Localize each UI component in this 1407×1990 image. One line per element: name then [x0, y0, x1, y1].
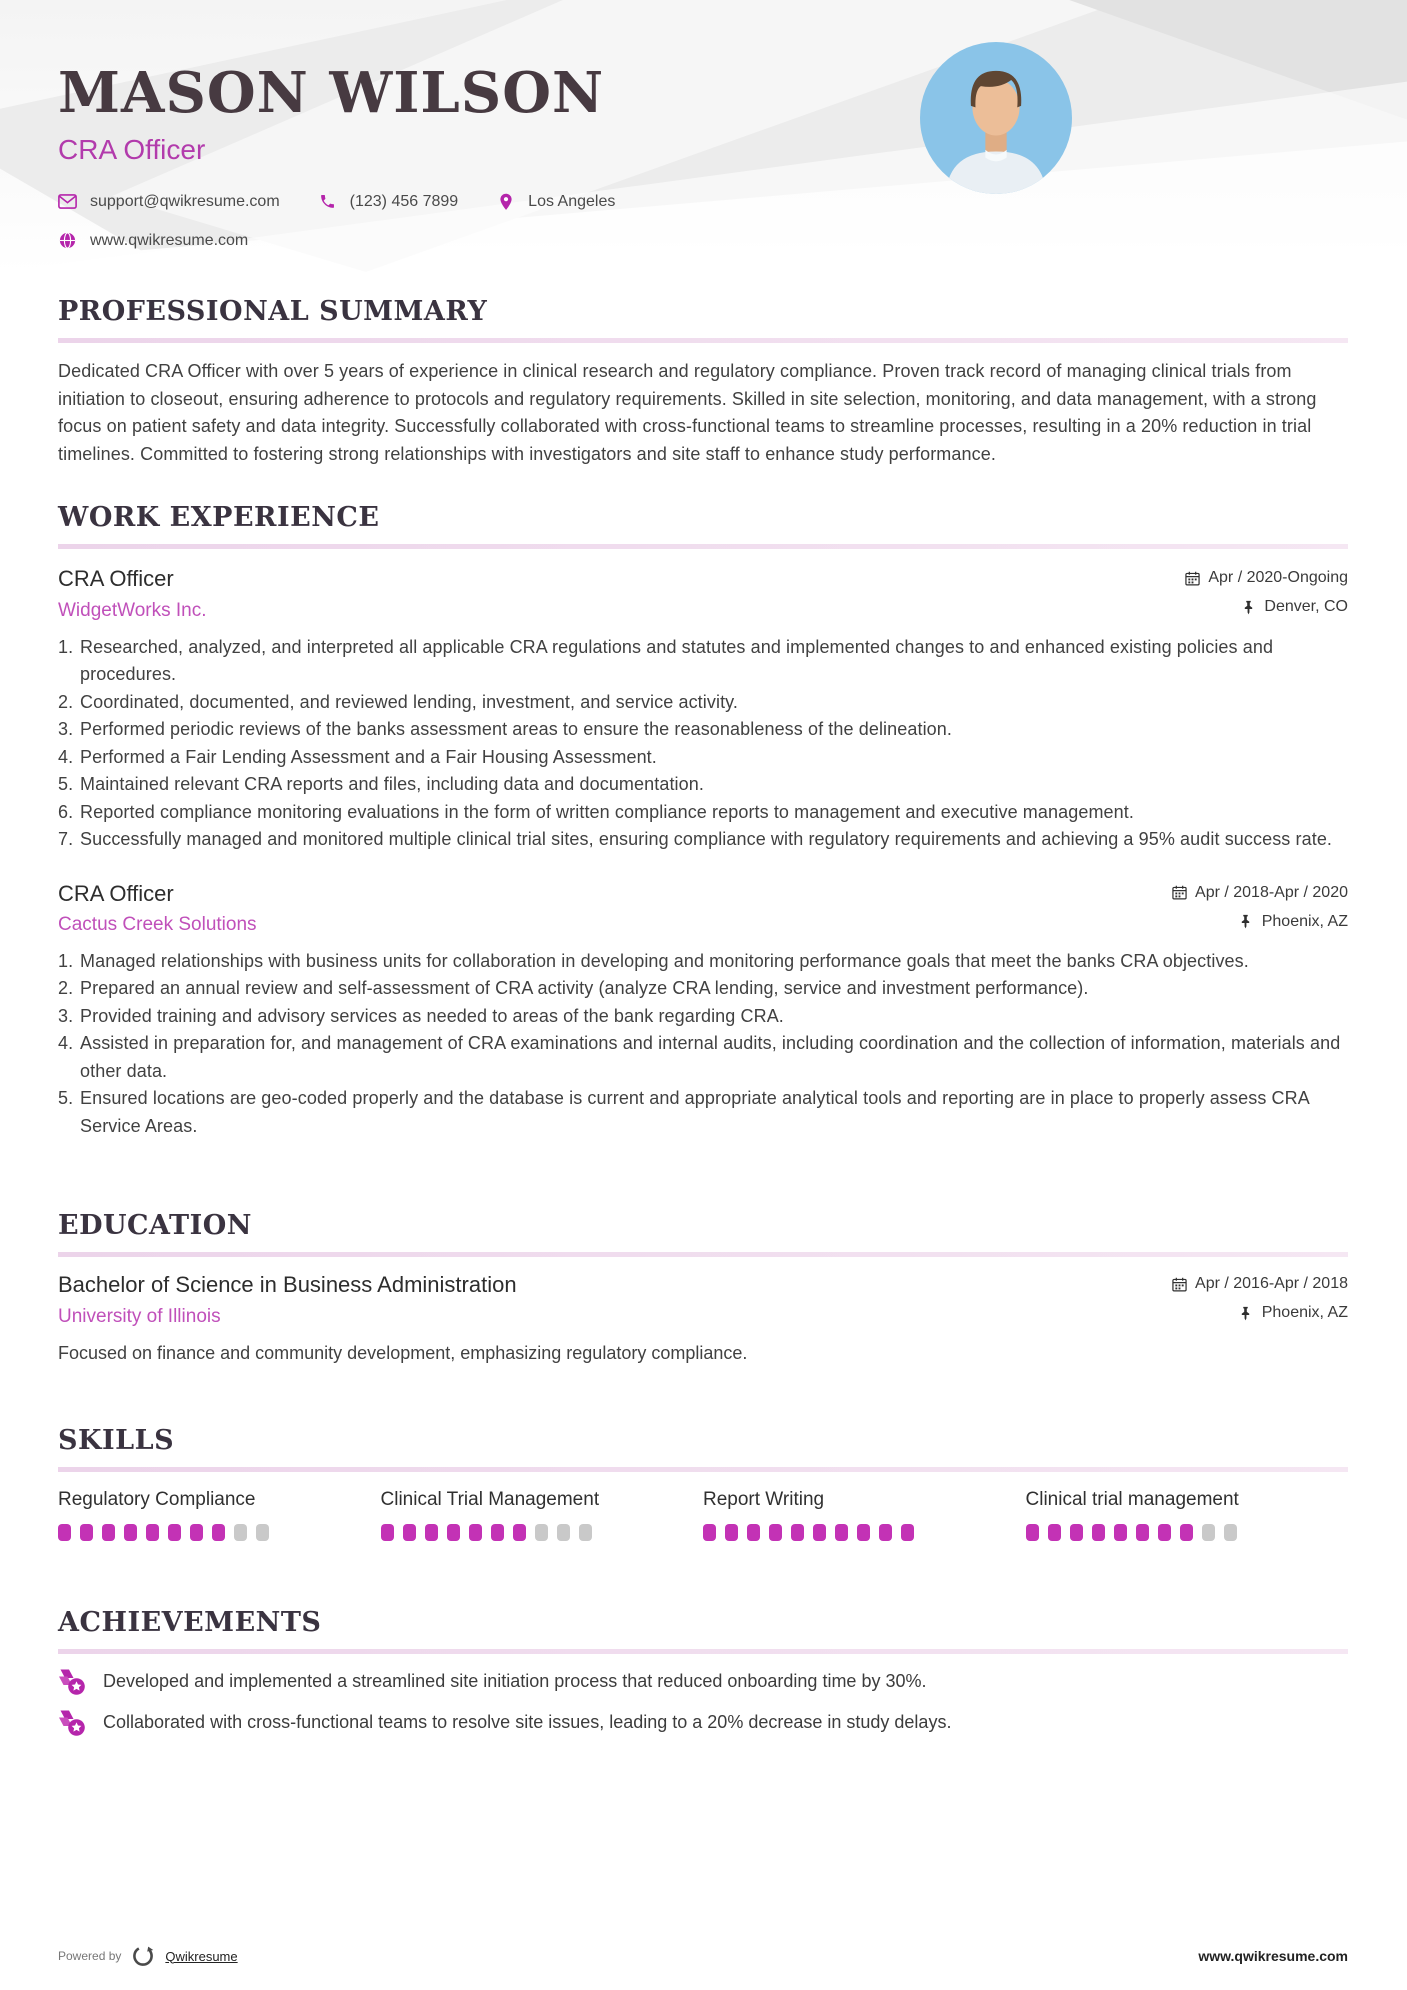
job-bullet: Coordinated, documented, and reviewed lending, investment, and service activity. [80, 691, 739, 712]
education-dates-text: Apr / 2016-Apr / 2018 [1195, 1275, 1348, 1293]
contact-location-text: Los Angeles [528, 192, 616, 210]
education-entry [58, 1272, 1348, 1365]
experience-heading: WORK EXPERIENCE [58, 502, 380, 534]
skill-dot-filled [124, 1524, 137, 1541]
job-entry [58, 881, 1348, 1141]
education-title-block [58, 1272, 517, 1328]
education-meta [1171, 1272, 1348, 1322]
section-achievements [58, 1607, 1348, 1737]
job-header [58, 566, 1348, 622]
job-bullet: Performed a Fair Lending Assessment and a Fair Housing Assessment. [80, 746, 657, 767]
skill-dot-filled [190, 1524, 203, 1541]
job-title-subtitle: CRA Officer [58, 133, 206, 165]
job-title: CRA Officer [58, 880, 174, 906]
job-location-text: Denver, CO [1264, 598, 1348, 616]
skill-dot-filled [1048, 1524, 1061, 1541]
skill-dot-empty [1202, 1524, 1215, 1541]
phone-icon [318, 192, 337, 211]
skill-dot-filled [791, 1524, 804, 1541]
skill-dot-filled [747, 1524, 760, 1541]
medal-icon [58, 1668, 86, 1696]
skill-dot-filled [425, 1524, 438, 1541]
skill-dot-filled [1180, 1524, 1193, 1541]
skills-heading: SKILLS [58, 1424, 175, 1456]
education-location-text: Phoenix, AZ [1261, 1304, 1348, 1322]
globe-icon [58, 231, 77, 250]
section-divider [58, 1252, 1348, 1257]
section-work-experience [58, 502, 1348, 1140]
skill-dot-filled [1092, 1524, 1105, 1541]
skill-rating-dots [381, 1524, 704, 1541]
job-bullet: Maintained relevant CRA reports and files, including data and documentation. [80, 774, 704, 795]
skill-dot-filled [1114, 1524, 1127, 1541]
skill-dot-filled [146, 1524, 159, 1541]
education-dates [1171, 1275, 1348, 1293]
job-dates-text: Apr / 2018-Apr / 2020 [1195, 883, 1348, 901]
skill-dot-filled [513, 1524, 526, 1541]
skill-name: Regulatory Compliance [58, 1489, 256, 1511]
job-bullet: Provided training and advisory services as needed to areas of the bank regarding CRA. [80, 1005, 784, 1026]
contact-phone[interactable] [318, 192, 459, 211]
job-location [1240, 598, 1348, 616]
job-bullet-list [58, 948, 1348, 1141]
job-dates [1184, 569, 1348, 587]
job-entry [58, 566, 1348, 853]
job-bullet: Reported compliance monitoring evaluations in the form of written compliance reports to management and executive management. [80, 801, 1134, 822]
qwikresume-logo-icon [131, 1944, 155, 1968]
skill-dot-filled [447, 1524, 460, 1541]
pushpin-icon [1238, 914, 1254, 930]
contact-website[interactable] [58, 231, 248, 250]
footer-website[interactable]: www.qwikresume.com [1198, 1948, 1348, 1964]
calendar-icon [1171, 1276, 1187, 1292]
section-skills [58, 1425, 1348, 1541]
skill-dot-filled [469, 1524, 482, 1541]
footer-branding [58, 1944, 238, 1968]
skill-dot-filled [1136, 1524, 1149, 1541]
pushpin-icon [1238, 1305, 1254, 1321]
calendar-icon [1171, 885, 1187, 901]
education-description: Focused on finance and community development, emphasizing regulatory compliance. [58, 1342, 748, 1363]
section-divider [58, 544, 1348, 549]
section-divider [58, 338, 1348, 343]
skill-item [58, 1489, 381, 1541]
qwikresume-link[interactable]: Qwikresume [165, 1948, 238, 1964]
job-header [58, 881, 1348, 937]
skill-dot-filled [769, 1524, 782, 1541]
section-professional-summary [58, 296, 1348, 468]
skill-item [1026, 1489, 1349, 1541]
location-pin-icon [496, 192, 515, 211]
skill-dot-filled [813, 1524, 826, 1541]
achievement-text: Collaborated with cross-functional teams to resolve site issues, leading to a 20% decrease in study delays. [103, 1712, 952, 1733]
job-bullet: Managed relationships with business units for collaboration in developing and monitoring performance goals that meet the banks CRA objectives. [80, 950, 1249, 971]
medal-icon [58, 1709, 86, 1737]
job-bullet-list [58, 634, 1348, 854]
job-bullet: Successfully managed and monitored multiple clinical trial sites, ensuring compliance with regulatory requirements and achieving a 95% audit success rate. [80, 829, 1333, 850]
education-heading: EDUCATION [58, 1210, 252, 1242]
skill-dot-filled [901, 1524, 914, 1541]
section-education [58, 1210, 1348, 1365]
job-bullet: Researched, analyzed, and interpreted all applicable CRA regulations and statutes and implemented changes to and enhanced existing policies and procedures. [80, 636, 1274, 685]
contact-location [496, 192, 615, 211]
powered-by-label: Powered by [58, 1949, 122, 1963]
contact-phone-text: (123) 456 7899 [349, 192, 459, 210]
job-title: CRA Officer [58, 566, 174, 592]
skill-dot-filled [168, 1524, 181, 1541]
contact-email[interactable] [58, 192, 280, 211]
section-divider [58, 1467, 1348, 1472]
job-title-block [58, 881, 257, 937]
profile-photo [920, 42, 1072, 194]
skill-dot-empty [1224, 1524, 1237, 1541]
avatar-image [920, 42, 1072, 194]
achievement-item [58, 1668, 1348, 1696]
skill-item [703, 1489, 1026, 1541]
skill-dot-filled [1026, 1524, 1039, 1541]
achievement-text: Developed and implemented a streamlined site initiation process that reduced onboarding time by 30%. [103, 1671, 927, 1692]
job-dates [1171, 884, 1348, 902]
skill-dot-filled [58, 1524, 71, 1541]
skill-dot-filled [1158, 1524, 1171, 1541]
skill-dot-filled [835, 1524, 848, 1541]
skill-dot-filled [857, 1524, 870, 1541]
job-bullet: Ensured locations are geo-coded properly and the database is current and appropriate analytical tools and reporting are in place to properly assess CRA Service Areas. [80, 1088, 1309, 1136]
skill-dot-empty [557, 1524, 570, 1541]
achievement-item [58, 1709, 1348, 1737]
skill-dot-filled [403, 1524, 416, 1541]
skill-item [381, 1489, 704, 1541]
skill-dot-filled [491, 1524, 504, 1541]
skill-dot-filled [102, 1524, 115, 1541]
skill-rating-dots [58, 1524, 381, 1541]
summary-text: Dedicated CRA Officer with over 5 years of experience in clinical research and regulatory compliance. Proven track record of managing clinical trials from initiation to closeout, ensuring adherence to protocols and regulatory requirements. Skilled in site selection, monitoring, and data management, with a strong focus on patient safety and data integrity. Successfully collaborated with cross-functional teams to streamline processes, resulting in a 20% reduction in trial timelines. Committed to fostering strong relationships with investigators and site staff to enhance study performance. [58, 361, 1317, 464]
education-header [58, 1272, 1348, 1328]
skill-rating-dots [1026, 1524, 1349, 1541]
job-company: Cactus Creek Solutions [58, 914, 257, 936]
website-row [58, 231, 1348, 250]
skill-dot-empty [535, 1524, 548, 1541]
skill-dot-filled [879, 1524, 892, 1541]
contact-website-text: www.qwikresume.com [90, 231, 249, 249]
job-location-text: Phoenix, AZ [1261, 912, 1348, 930]
pushpin-icon [1240, 599, 1256, 615]
skill-dot-filled [381, 1524, 394, 1541]
job-location [1238, 913, 1348, 931]
skill-dot-filled [80, 1524, 93, 1541]
education-location [1238, 1304, 1348, 1322]
achievements-heading: ACHIEVEMENTS [58, 1606, 322, 1638]
skill-dot-empty [256, 1524, 269, 1541]
skill-dot-empty [234, 1524, 247, 1541]
education-school: University of Illinois [58, 1305, 221, 1327]
summary-heading: PROFESSIONAL SUMMARY [58, 296, 488, 328]
job-title-block [58, 566, 207, 622]
skill-name: Clinical trial management [1025, 1489, 1239, 1511]
job-company: WidgetWorks Inc. [58, 599, 207, 621]
skill-rating-dots [703, 1524, 1026, 1541]
skill-dot-filled [1070, 1524, 1083, 1541]
education-degree: Bachelor of Science in Business Administration [58, 1272, 517, 1298]
job-bullet: Performed periodic reviews of the banks assessment areas to ensure the reasonableness of the delineation. [80, 719, 952, 740]
section-divider [58, 1649, 1348, 1654]
contact-email-text: support@qwikresume.com [90, 192, 280, 210]
candidate-name: MASON WILSON [58, 60, 605, 126]
contact-row [58, 192, 1348, 211]
job-bullet: Assisted in preparation for, and management of CRA examinations and internal audits, including coordination and the collection of information, materials and other data. [80, 1033, 1341, 1081]
skill-name: Clinical Trial Management [380, 1489, 600, 1511]
job-meta [1171, 881, 1348, 931]
skill-dot-filled [703, 1524, 716, 1541]
skill-dot-filled [212, 1524, 225, 1541]
skills-list [58, 1489, 1348, 1541]
achievements-list [58, 1668, 1348, 1737]
email-icon [58, 192, 77, 211]
skill-dot-filled [725, 1524, 738, 1541]
page-footer [58, 1944, 1348, 1968]
job-bullet: Prepared an annual review and self-assessment of CRA activity (analyze CRA lending, service and investment performance). [80, 978, 1089, 999]
job-dates-text: Apr / 2020-Ongoing [1208, 569, 1348, 587]
skill-name: Report Writing [703, 1489, 825, 1511]
job-meta [1184, 566, 1348, 616]
calendar-icon [1184, 570, 1200, 586]
skill-dot-empty [579, 1524, 592, 1541]
